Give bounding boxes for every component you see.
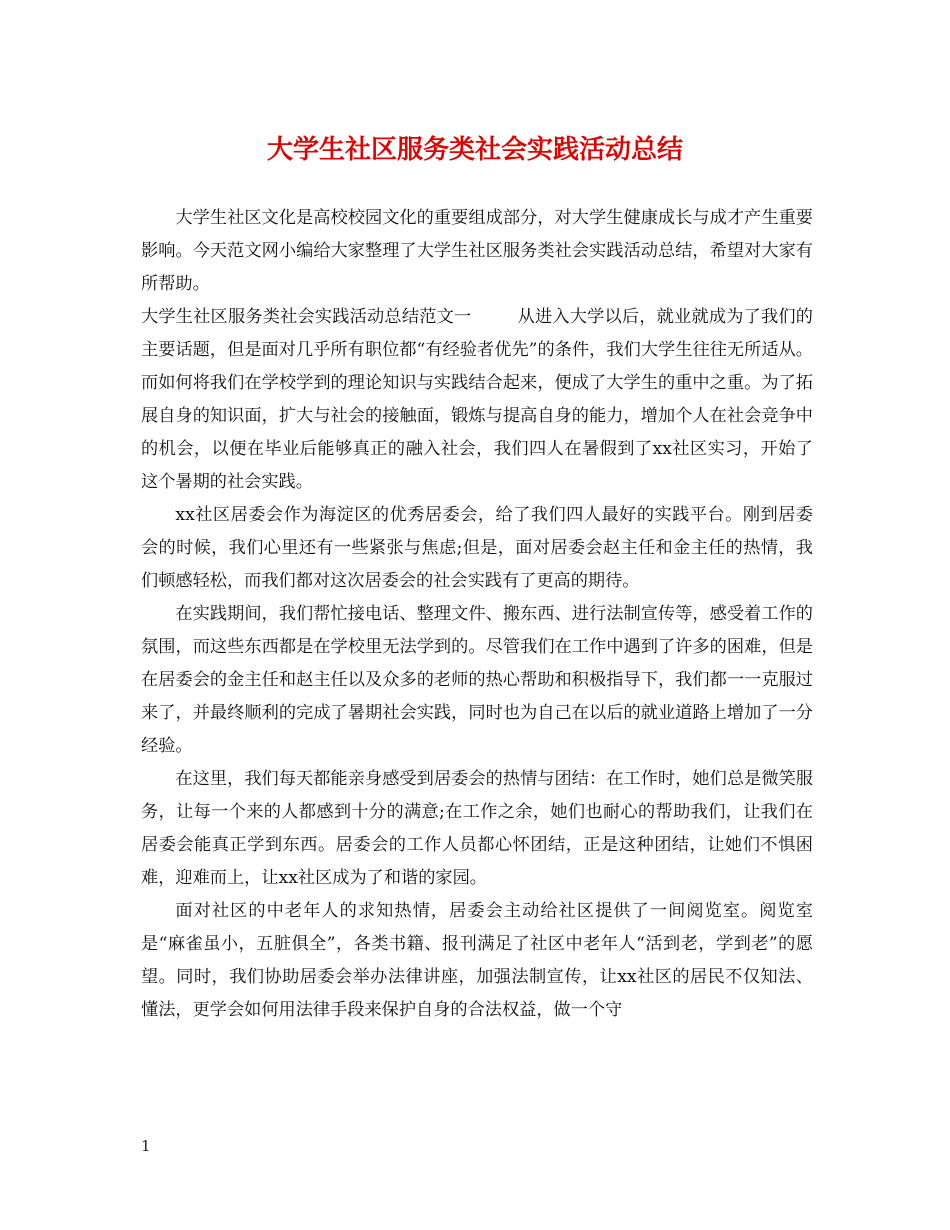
section-first-paragraph bbox=[141, 301, 813, 499]
intro-paragraph: 大学生社区文化是高校校园文化的重要组成部分，对大学生健康成长与成才产生重要影响。今天范文网小编给大家整理了大学生社区服务类社会实践活动总结，希望对大家有所帮助。 bbox=[141, 208, 813, 294]
document-title: 大学生社区服务类社会实践活动总结 bbox=[266, 135, 683, 165]
section-first-text: 从进入大学以后，就业就成为了我们的主要话题，但是面对几乎所有职位都“有经验者优先”的条件，我们大学生往往无所适从。而如何将我们在学校学到的理论知识与实践结合起来，便成了大学生的重中之重。为了拓展自身的知识面，扩大与社会的接触面，锻炼与提高自身的能力，增加个人在社会竞争中的机会，以便在毕业后能够真正的融入社会，我们四人在暑假到了xx社区实习，开始了这个暑期的社会实践。 bbox=[141, 307, 813, 492]
body-paragraph: 在这里，我们每天都能亲身感受到居委会的热情与团结：在工作时，她们总是微笑服务，让每一个来的人都感到十分的满意;在工作之余，她们也耐心的帮助我们，让我们在居委会能真正学到东西。居委会的工作人员都心怀团结，正是这种团结，让她们不惧困难，迎难而上，让xx社区成为了和谐的家园。 bbox=[141, 769, 813, 888]
body-paragraph: 在实践期间，我们帮忙接电话、整理文件、搬东西、进行法制宣传等，感受着工作的氛围，而这些东西都是在学校里无法学到的。尽管我们在工作中遇到了许多的困难，但是在居委会的金主任和赵主任以及众多的老师的热心帮助和积极指导下，我们都一一克服过来了，并最终顺利的完成了暑期社会实践，同时也为自己在以后的就业道路上增加了一分经验。 bbox=[141, 604, 813, 756]
document-body bbox=[141, 202, 813, 1027]
page-number: 1 bbox=[141, 1137, 151, 1155]
body-paragraph: xx社区居委会作为海淀区的优秀居委会，给了我们四人最好的实践平台。刚到居委会的时候，我们心里还有一些紧张与焦虑;但是，面对居委会赵主任和金主任的热情，我们顿感轻松，而我们都对这次居委会的社会实践有了更高的期待。 bbox=[141, 505, 813, 591]
body-paragraph: 面对社区的中老年人的求知热情，居委会主动给社区提供了一间阅览室。阅览室是“麻雀虽小，五脏俱全”，各类书籍、报刊满足了社区中老年人“活到老，学到老”的愿望。同时，我们协助居委会举办法律讲座，加强法制宣传，让xx社区的居民不仅知法、懂法，更学会如何用法律手段来保护自身的合法权益，做一个守 bbox=[141, 901, 813, 1020]
section-heading: 大学生社区服务类社会实践活动总结范文一 bbox=[141, 307, 472, 327]
